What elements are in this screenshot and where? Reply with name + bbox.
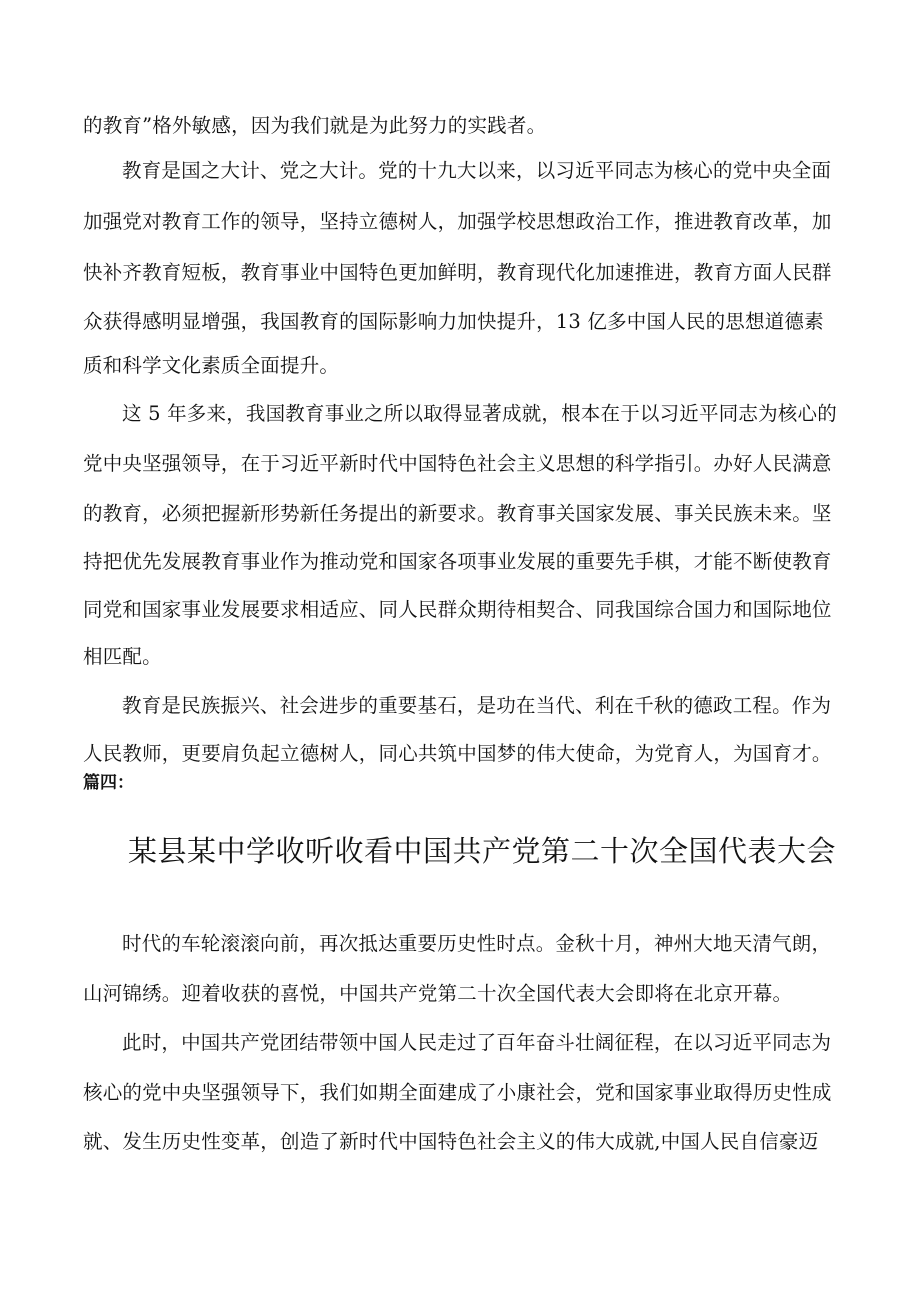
paragraph-line: 党中央坚强领导，在于习近平新时代中国特色社会主义思想的科学指引。办好人民满意 [83,452,832,475]
section-label: 篇四： [83,773,134,793]
paragraph-line: 的教育，必须把握新形势新任务提出的新要求。教育事关国家发展、事关民族未来。坚 [83,502,832,525]
section-title: 某县某中学收听收看中国共产党第二十次全国代表大会 [128,834,837,868]
paragraph-line: 持把优先发展教育事业作为推动党和国家各项事业发展的重要先手棋，才能不断使教育 [83,550,832,573]
paragraph-line: 众获得感明显增强，我国教育的国际影响力加快提升，13 亿多中国人民的思想道德素 [83,310,824,333]
paragraph-line: 加强党对教育工作的领导，坚持立德树人，加强学校思想政治工作，推进教育改革，加 [83,210,832,233]
paragraph-line: 相匹配。 [83,645,162,668]
paragraph-line: 核心的党中央坚强领导下，我们如期全面建成了小康社会，党和国家事业取得历史性成 [83,1081,832,1104]
paragraph-line: 同党和国家事业发展要求相适应、同人民群众期待相契合、同我国综合国力和国际地位 [83,598,832,621]
paragraph-line: 时代的车轮滚滚向前，再次抵达重要历史性时点。金秋十月，神州大地天清气朗， [122,932,832,955]
paragraph-line: 教育是国之大计、党之大计。党的十九大以来，以习近平同志为核心的党中央全面 [122,159,832,182]
paragraph-line: 质和科学文化素质全面提升。 [83,354,340,377]
paragraph-line: 这 5 年多来，我国教育事业之所以取得显著成就，根本在于以习近平同志为核心的 [122,402,837,425]
paragraph-line: 此时，中国共产党团结带领中国人民走过了百年奋斗壮阔征程，在以习近平同志为 [122,1031,832,1054]
paragraph-line: 山河锦绣。迎着收获的喜悦，中国共产党第二十次全国代表大会即将在北京开幕。 [83,982,793,1005]
paragraph-line: 快补齐教育短板，教育事业中国特色更加鲜明，教育现代化加速推进，教育方面人民群 [83,261,832,284]
paragraph-line: 人民教师，更要肩负起立德树人，同心共筑中国梦的伟大使命，为党育人，为国育才。 [83,742,832,765]
paragraph-line: 教育是民族振兴、社会进步的重要基石，是功在当代、利在千秋的德政工程。作为 [122,694,832,717]
paragraph-line: 就、发生历史性变革，创造了新时代中国特色社会主义的伟大成就,中国人民自信豪迈 [83,1130,819,1153]
paragraph-line: 的教育”格外敏感，因为我们就是为此努力的实践者。 [83,114,547,137]
